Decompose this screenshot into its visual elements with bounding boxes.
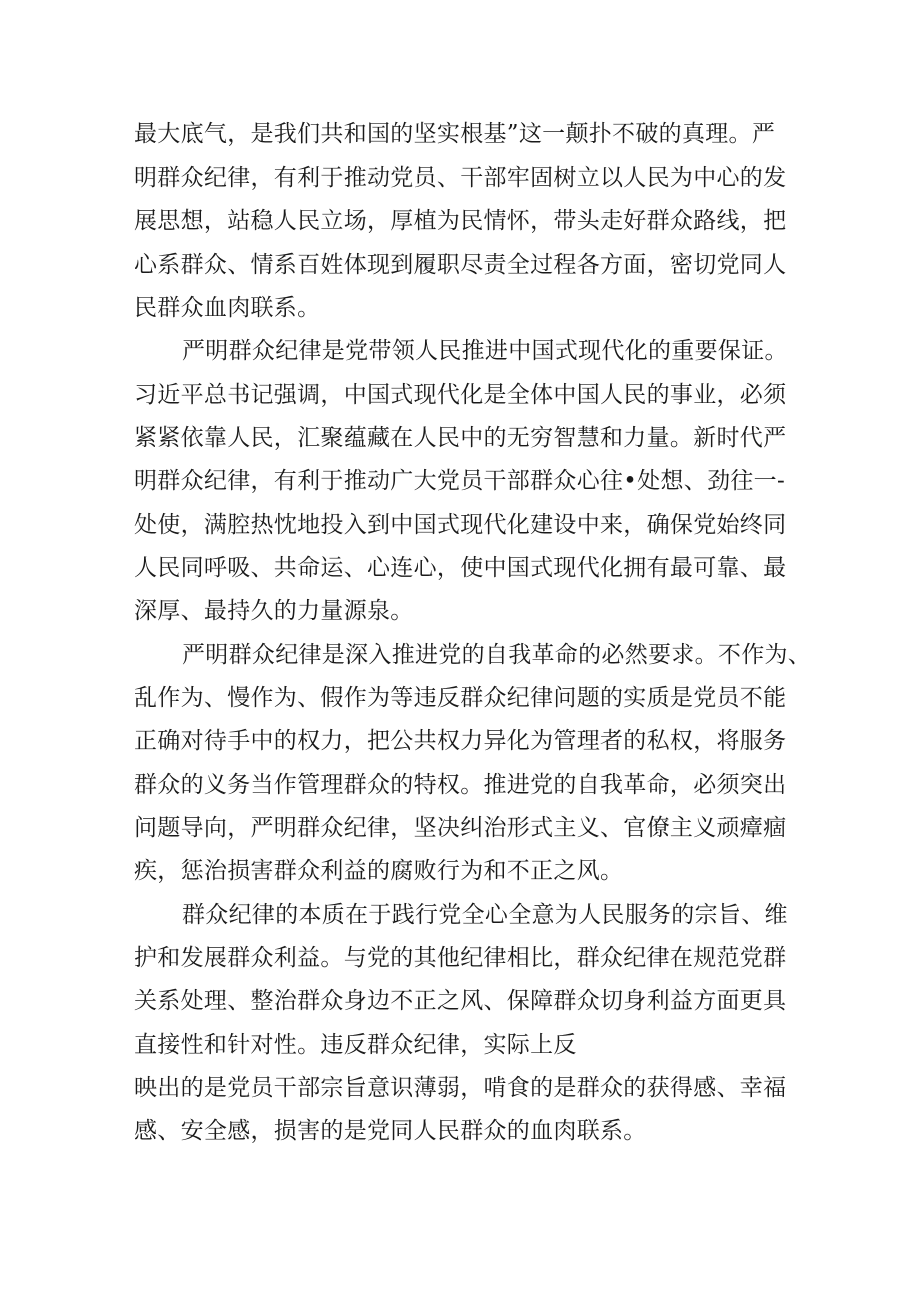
text-line: 映出的是党员干部宗旨意识薄弱，啃食的是群众的获得感、幸福 <box>134 1075 787 1101</box>
text-line: 正确对待手中的权力，把公共权力异化为管理者的私权，将服务 <box>134 728 787 754</box>
text-line: 群众的义务当作管理群众的特权。推进党的自我革命，必须突出 <box>134 772 787 798</box>
text-line: 习近平总书记强调，中国式现代化是全体中国人民的事业，必须 <box>134 382 787 408</box>
text-line: 直接性和针对性。违反群众纪律，实际上反 <box>134 1032 577 1058</box>
text-line: 明群众纪律，有利于推动广大党员干部群众心往•处想、劲往一- <box>134 468 786 494</box>
text-line: 处使，满腔热忱地投入到中国式现代化建设中来，确保党始终同 <box>134 512 787 538</box>
text-line: 明群众纪律，有利于推动党员、干部牢固树立以人民为中心的发 <box>134 165 787 191</box>
text-line: 关系处理、整治群众身边不正之风、保障群众切身利益方面更具 <box>134 988 787 1014</box>
text-line: 护和发展群众利益。与党的其他纪律相比，群众纪律在规范党群 <box>134 945 787 971</box>
paragraph-first-line: 严明群众纪律是深入推进党的自我革命的必然要求。不作为、 <box>182 642 812 668</box>
text-line: 感、安全感，损害的是党同人民群众的血肉联系。 <box>134 1118 647 1144</box>
text-line: 疾，惩治损害群众利益的腐败行为和不正之风。 <box>134 858 624 884</box>
text-line: 乱作为、慢作为、假作为等违反群众纪律问题的实质是党员不能 <box>134 685 787 711</box>
text-line: 展思想，站稳人民立场，厚植为民情怀，带头走好群众路线，把 <box>134 208 787 234</box>
text-line: 深厚、最持久的力量源泉。 <box>134 598 414 624</box>
text-line: 人民同呼吸、共命运、心连心，使中国式现代化拥有最可靠、最 <box>134 555 787 581</box>
text-line: 民群众血肉联系。 <box>134 295 321 321</box>
paragraph-first-line: 群众纪律的本质在于践行党全心全意为人民服务的宗旨、维 <box>182 902 788 928</box>
text-line: 心系群众、情系百姓体现到履职尽责全过程各方面，密切党同人 <box>134 252 787 278</box>
text-line: 紧紧依靠人民，汇聚蕴藏在人民中的无穷智慧和力量。新时代严 <box>134 425 787 451</box>
text-line: 最大底气，是我们共和国的坚实根基”这一颠扑不破的真理。严 <box>134 121 776 147</box>
text-line: 问题导向，严明群众纪律，坚决纠治形式主义、官僚主义顽瘴痼 <box>134 815 787 841</box>
paragraph-first-line: 严明群众纪律是党带领人民推进中国式现代化的重要保证。 <box>182 338 788 364</box>
